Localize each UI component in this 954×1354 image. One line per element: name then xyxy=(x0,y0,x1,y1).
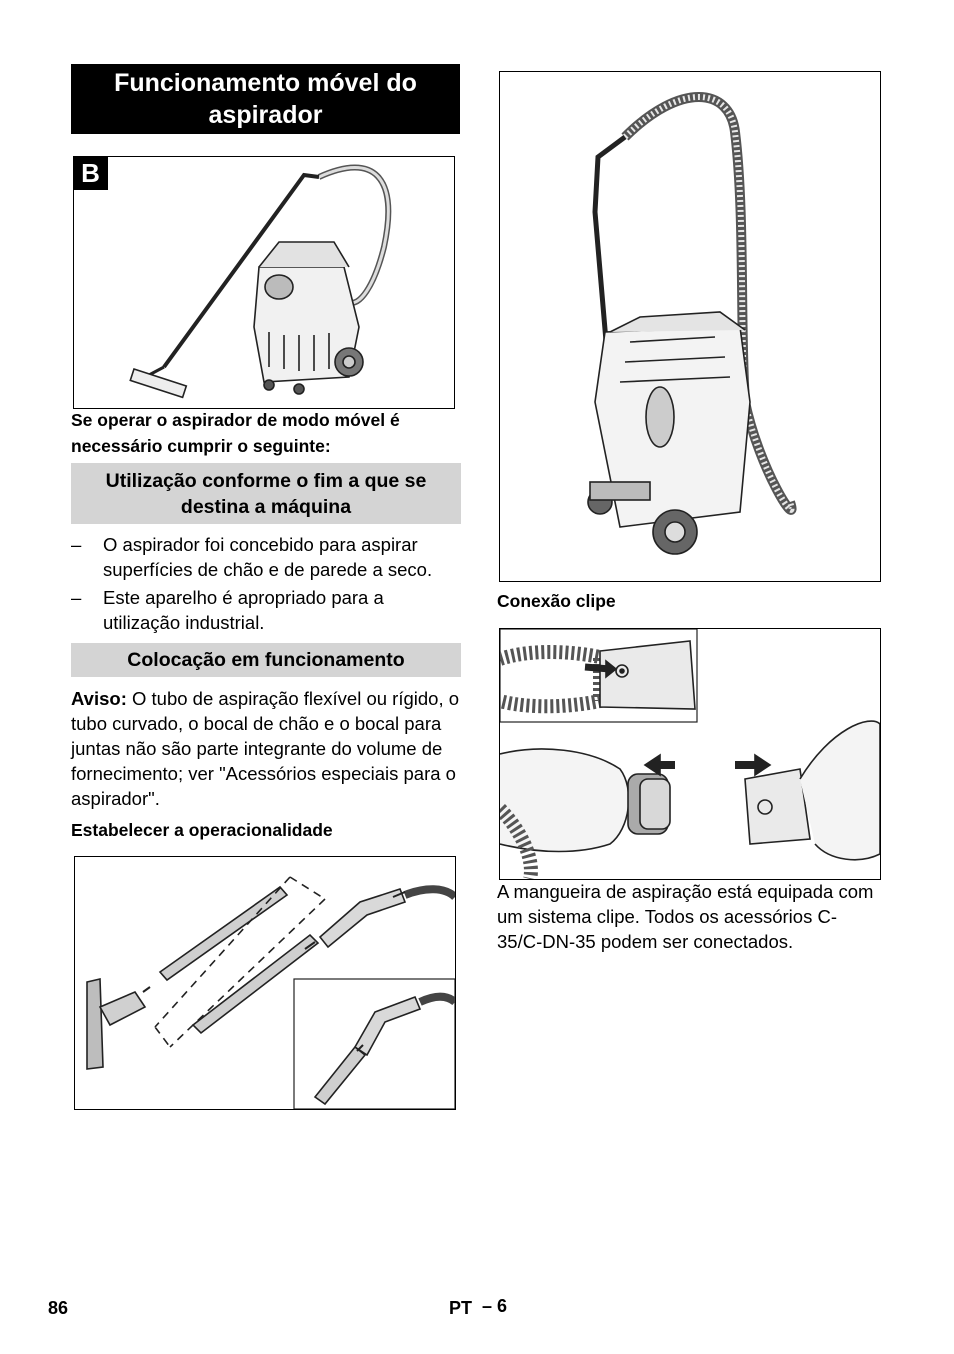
clip-heading: Conexão clipe xyxy=(497,591,616,611)
intro-text: Se operar o aspirador de modo móvel é necessário cumprir o seguinte: xyxy=(71,410,400,456)
figure-b-vacuum-mobile xyxy=(73,156,455,409)
vacuum-mobile-illustration xyxy=(74,157,454,408)
subheading-operational: Estabelecer a operacionalidade xyxy=(71,820,333,840)
figure-badge: B xyxy=(73,157,108,190)
language-code: PT xyxy=(449,1298,473,1318)
section-page-number: – 6 xyxy=(482,1296,508,1316)
note-paragraph: Aviso: O tubo de aspiração flexível ou rígido, o tubo curvado, o bocal de chão e o bocal para juntas não são parte integrante do volume de fornecimento; ver "Acessórios especiais para o aspirador". xyxy=(71,688,460,809)
dash-bullet-icon: – xyxy=(71,534,82,555)
list-item: – Este aparelho é apropriado para a utilização industrial. xyxy=(71,587,384,633)
note-label: Aviso: xyxy=(71,688,127,709)
intended-use-list xyxy=(71,532,463,635)
page-number: 86 xyxy=(48,1298,69,1318)
page-title: Funcionamento móvel do aspirador xyxy=(71,64,460,134)
figure-clip-connection xyxy=(499,628,881,880)
section-heading-start-up: Colocação em funcionamento xyxy=(71,643,461,677)
vacuum-upright-illustration xyxy=(500,72,880,581)
figure-assembly xyxy=(74,856,456,1110)
list-item: – O aspirador foi concebido para aspirar superfícies de chão e de parede a seco. xyxy=(71,534,433,580)
clip-connection-illustration xyxy=(500,629,880,879)
clip-description: A mangueira de aspiração está equipada com um sistema clipe. Todos os acessórios C-35/C-DN-35 podem ser conectados. xyxy=(497,881,874,952)
assembly-illustration xyxy=(75,857,455,1109)
section-heading-intended-use: Utilização conforme o fim a que se destina a máquina xyxy=(71,463,461,524)
figure-vacuum-upright xyxy=(499,71,881,582)
dash-bullet-icon: – xyxy=(71,587,82,608)
